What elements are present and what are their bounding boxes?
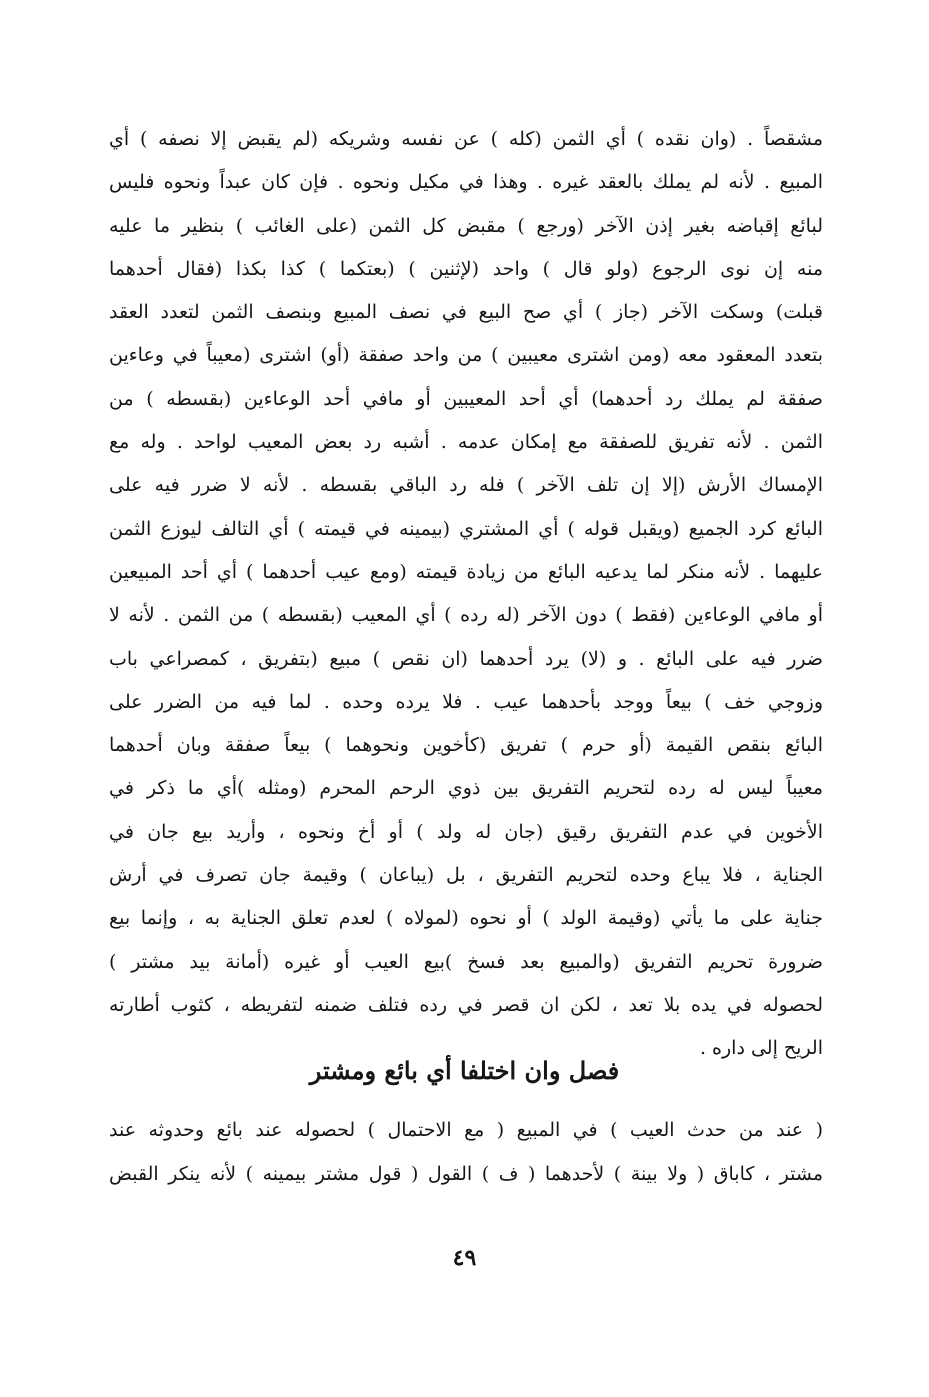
text-line: أو مافي الوعاءين (فقط ) دون الآخر (له رده ) أي المعيب (بقسطه ) من الثمن . لأنه لا [109, 604, 823, 627]
text-line: قبلت) وسكت الآخر (جاز ) أي صح البيع في نصف المبيع وبنصف الثمن لتعدد العقد [109, 301, 823, 324]
section-text-block [109, 1108, 823, 1196]
text-line: الجناية ، فلا يباع وحده لتحريم التفريق ، بل (يباعان ) وقيمة جان تصرف في أرش [109, 864, 823, 887]
text-line: الريح إلى داره . [699, 1037, 823, 1060]
main-text-block [109, 118, 823, 1071]
page-number: ٤٩ [452, 1245, 477, 1271]
text-line: الثمن . لأنه تفريق للصفقة مع إمكان عدمه . أشبه رد بعض المعيب لواحد . وله مع [109, 431, 823, 454]
text-line: وزوجي خف ) بيعاً ووجد بأحدهما عيب . فلا يرده وحده . لما فيه من الضرر على [109, 690, 823, 713]
text-line: مشتر ، كاباق ( ولا بينة ) لأحدهما ( ف ) القول ( قول مشتر بيمينه ) لأنه ينكر القبض [109, 1163, 823, 1185]
text-line: مشقصاً . (وان نقده ) أي الثمن (كله ) عن نفسه وشريكه (لم يقبض إلا نصفه ) أي [109, 128, 823, 150]
section-heading: فصل وان اختلفا أي بائع ومشتر [309, 1056, 620, 1085]
text-line: لحصوله في يده بلا تعد ، لكن ان قصر في رده فتلف ضمنه لتفريطه ، كثوب أطارته [109, 993, 823, 1016]
text-line: جناية على ما يأتي (وقيمة الولد ) أو نحوه (لمولاه ) لعدم تعلق الجناية به ، وإنما بيع [109, 907, 823, 930]
text-line: صفقة لم يملك رد أحدهما) أي أحد المعيبين أو مافي أحد الوعاءين (بقسطه ) من [109, 387, 823, 410]
text-line: المبيع . لأنه لم يملك بالعقد غيره . وهذا في مكيل ونحوه . فإن كان عبداً ونحوه فليس [109, 171, 823, 194]
text-line: منه إن نوى الرجوع (ولو قال ) واحد (لإثنين ) (بعتكما ) كذا بكذا (فقال أحدهما [109, 257, 823, 280]
text-line: ضرورة تحريم التفريق (والمبيع بعد فسخ )بيع العيب أو غيره (أمانة بيد مشتر ) [109, 950, 823, 973]
text-line: البائع كرد الجميع (ويقبل قوله ) أي المشتري (بيمينه في قيمته ) أي التالف ليوزع الثمن [109, 517, 823, 540]
text-line: البائع بنقص القيمة (أو حرم ) تفريق (كأخوين ونحوهما ) بيعاً صفقة وبان أحدهما [109, 734, 823, 757]
text-line: عليهما . لأنه منكر لما يدعيه البائع من زيادة قيمته (ومع عيب أحدهما ) أي أحد المبيعين [109, 560, 823, 583]
text-line: الأخوين في عدم التفريق رقيق (جان له ولد ) أو أخ ونحوه ، وأريد بيع جان في [109, 820, 823, 843]
text-line: بتعدد المعقود معه (ومن اشترى معيبين ) من واحد صفقة (أو) اشترى (معيباً في وعاءين [109, 344, 823, 367]
text-line: لبائع إقباضه بغير إذن الآخر (ورجع ) مقبض كل الثمن (على الغائب ) بنظير ما عليه [109, 214, 823, 237]
text-line: ( عند من حدث العيب ) في المبيع ( مع الاحتمال ) لحصوله عند بائع وحدوثه عند [109, 1119, 823, 1141]
text-line: ضرر فيه على البائع . و (لا) يرد أحدهما (ان نقص ) مبيع (بتفريق ، كمصراعي باب [109, 647, 823, 670]
text-line: الإمساك الأرش (إلا إن تلف الآخر ) فله رد الباقي بقسطه . لأنه لا ضرر فيه على [109, 474, 823, 497]
text-line: معيباً ليس له رده لتحريم التفريق بين ذوي الرحم المحرم (ومثله )أي ما ذكر في [109, 777, 823, 800]
